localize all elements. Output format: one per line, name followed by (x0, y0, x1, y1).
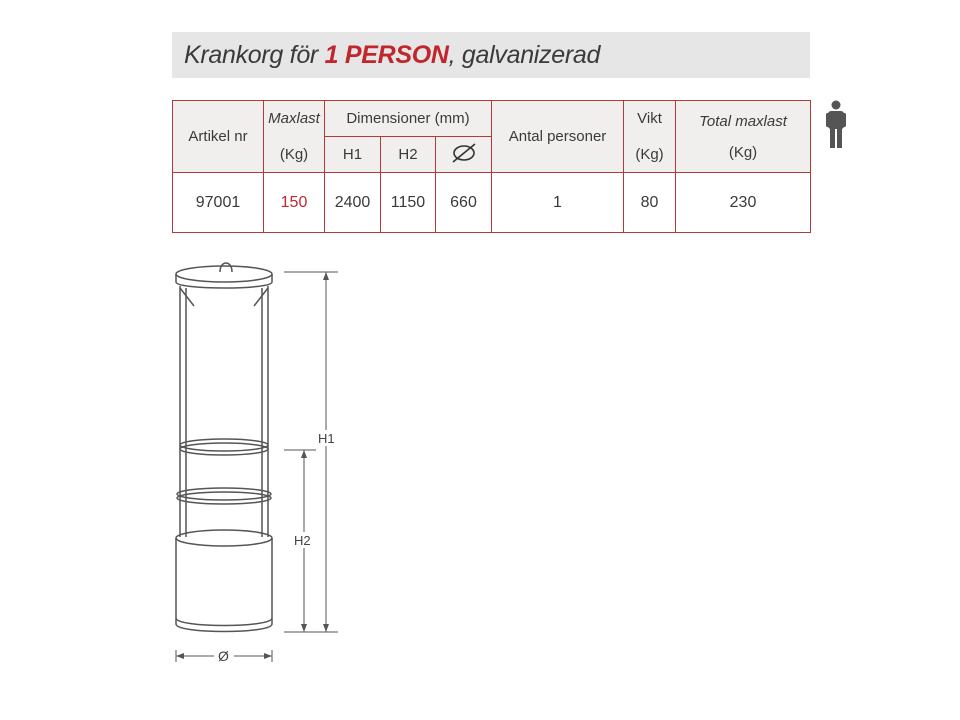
cell-h2: 1150 (381, 173, 436, 233)
col-maxlast: Maxlast (264, 101, 325, 137)
cell-vikt: 80 (624, 173, 676, 233)
col-maxlast-unit: (Kg) (264, 137, 325, 173)
col-artikel: Artikel nr (173, 101, 264, 173)
label-h2: H2 (294, 533, 311, 548)
page-title (184, 41, 600, 70)
col-dimensioner: Dimensioner (mm) (325, 101, 492, 137)
diameter-icon (450, 143, 478, 163)
title-prefix: Krankorg för (184, 40, 325, 69)
cell-antal: 1 (492, 173, 624, 233)
hook-icon (220, 263, 232, 272)
col-total (676, 101, 811, 173)
spec-table (172, 100, 811, 233)
col-h2: H2 (381, 137, 436, 173)
title-suffix: , galvanizerad (448, 40, 601, 69)
basket-drawing (166, 252, 356, 672)
cell-h1: 2400 (325, 173, 381, 233)
col-total-unit: (Kg) (728, 143, 758, 161)
cell-diameter: 660 (436, 173, 492, 233)
col-diameter (436, 137, 492, 173)
title-highlight: 1 PERSON (324, 40, 449, 69)
col-vikt: Vikt (624, 101, 676, 137)
table-row (173, 173, 811, 233)
col-total-label: Total maxlast (699, 112, 787, 130)
label-h1: H1 (318, 431, 335, 446)
label-diameter: Ø (218, 648, 229, 664)
col-h1: H1 (325, 137, 381, 173)
title-bar (172, 32, 810, 78)
person-icon (825, 100, 847, 150)
col-antal: Antal personer (492, 101, 624, 173)
cell-artikel: 97001 (173, 173, 264, 233)
header-row-1 (173, 101, 811, 137)
col-vikt-unit: (Kg) (624, 137, 676, 173)
cell-maxlast: 150 (264, 173, 325, 233)
cell-total: 230 (676, 173, 811, 233)
